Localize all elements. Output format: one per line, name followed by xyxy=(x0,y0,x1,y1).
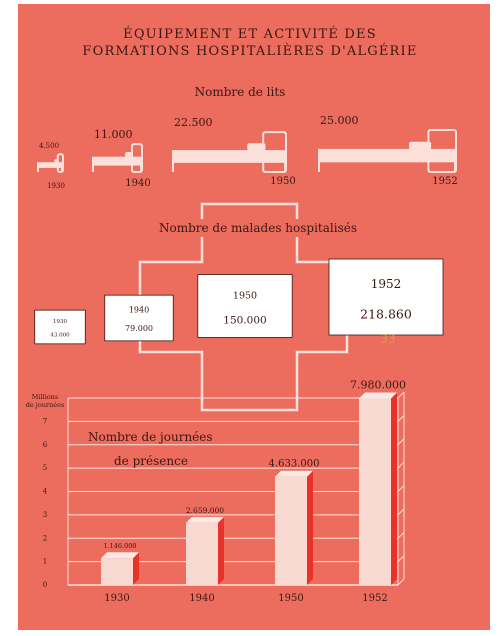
days-bar-top xyxy=(101,552,139,558)
patients-value-label: 79.000 xyxy=(125,323,153,333)
days-chart-title-line2: de présence xyxy=(114,454,188,468)
bed-value-label: 4.500 xyxy=(39,142,60,151)
patients-year-label: 1950 xyxy=(232,290,258,302)
days-bar-side xyxy=(391,392,397,585)
bed-leg xyxy=(61,167,63,172)
days-ytick-label: 3 xyxy=(42,510,48,519)
days-bar-value-label: 7.980.000 xyxy=(350,378,406,392)
bed-pillow xyxy=(409,142,431,150)
bed-value-label: 25.000 xyxy=(320,114,359,127)
patients-box xyxy=(198,275,292,338)
days-ytick-label: 0 xyxy=(42,581,48,589)
patients-year-label: 1952 xyxy=(370,276,402,291)
bed-leg xyxy=(37,167,39,172)
patients-value-label: 150.000 xyxy=(223,314,267,327)
patients-chart-title: Nombre de malades hospitalisés xyxy=(158,221,358,235)
bed-year-label: 1940 xyxy=(125,178,151,189)
bed-leg xyxy=(140,164,142,172)
patients-value-label: 43.000 xyxy=(50,332,70,339)
days-bar-top xyxy=(275,471,313,477)
patients-value-label: 218.860 xyxy=(360,306,412,322)
days-xtick-label: 1952 xyxy=(362,593,388,604)
days-bar-top xyxy=(186,517,224,523)
bed-mattress xyxy=(37,162,63,168)
days-ytick-label: 6 xyxy=(42,440,48,449)
days-bar-side xyxy=(307,471,313,585)
bed-mattress xyxy=(92,157,142,166)
poster-title-line1: ÉQUIPEMENT ET ACTIVITÉ DES xyxy=(123,27,377,42)
days-ytick-label: 5 xyxy=(42,464,48,473)
bed-leg xyxy=(284,160,286,172)
bed-year-label: 1930 xyxy=(47,182,65,190)
days-bar-top xyxy=(359,392,397,398)
days-xtick-label: 1950 xyxy=(278,593,304,604)
bed-mattress xyxy=(318,149,456,162)
patients-year-label: 1940 xyxy=(128,305,150,315)
days-bar xyxy=(275,477,307,585)
bed-year-label: 1952 xyxy=(432,176,458,187)
bed-year-label: 1950 xyxy=(270,176,296,187)
days-ytick-label: 7 xyxy=(42,417,48,426)
beds-chart-title: Nombre de lits xyxy=(194,85,286,99)
bed-pillow xyxy=(247,143,265,150)
bed-leg xyxy=(318,159,320,172)
patients-box xyxy=(105,295,173,341)
bed-pillow xyxy=(125,152,133,157)
patients-box xyxy=(35,310,86,344)
days-ytick-label: 4 xyxy=(42,487,48,496)
poster-title-line2: FORMATIONS HOSPITALIÈRES D'ALGÉRIE xyxy=(82,44,418,59)
bed-leg xyxy=(92,164,94,172)
bed-value-label: 22.500 xyxy=(174,116,213,130)
patients-year-label: 1930 xyxy=(53,318,67,325)
days-bar-side xyxy=(218,517,224,585)
bed-value-label: 11.000 xyxy=(94,128,133,142)
days-ytick-label: 2 xyxy=(42,534,48,543)
days-xtick-label: 1940 xyxy=(189,593,215,604)
days-chart-title-line1: Nombre de journées xyxy=(88,430,213,444)
days-bar-value-label: 4.633.000 xyxy=(268,458,320,470)
days-xtick-label: 1930 xyxy=(104,593,130,604)
days-ytick-label: 1 xyxy=(42,557,48,566)
days-ylabel-line1: Millions xyxy=(31,393,59,401)
printer-mark: 33 xyxy=(380,332,396,346)
days-bar-value-label: 2.659.000 xyxy=(185,505,225,515)
bed-pillow xyxy=(54,159,58,162)
days-bar xyxy=(101,558,133,585)
days-bar xyxy=(186,523,218,585)
bed-leg xyxy=(454,159,456,172)
bed-leg xyxy=(172,160,174,172)
days-ylabel-line2: de journées xyxy=(25,401,65,409)
days-bar-value-label: 1.146.000 xyxy=(103,542,137,551)
patients-box xyxy=(329,259,443,335)
days-bar xyxy=(359,398,391,585)
bed-mattress xyxy=(172,150,286,163)
